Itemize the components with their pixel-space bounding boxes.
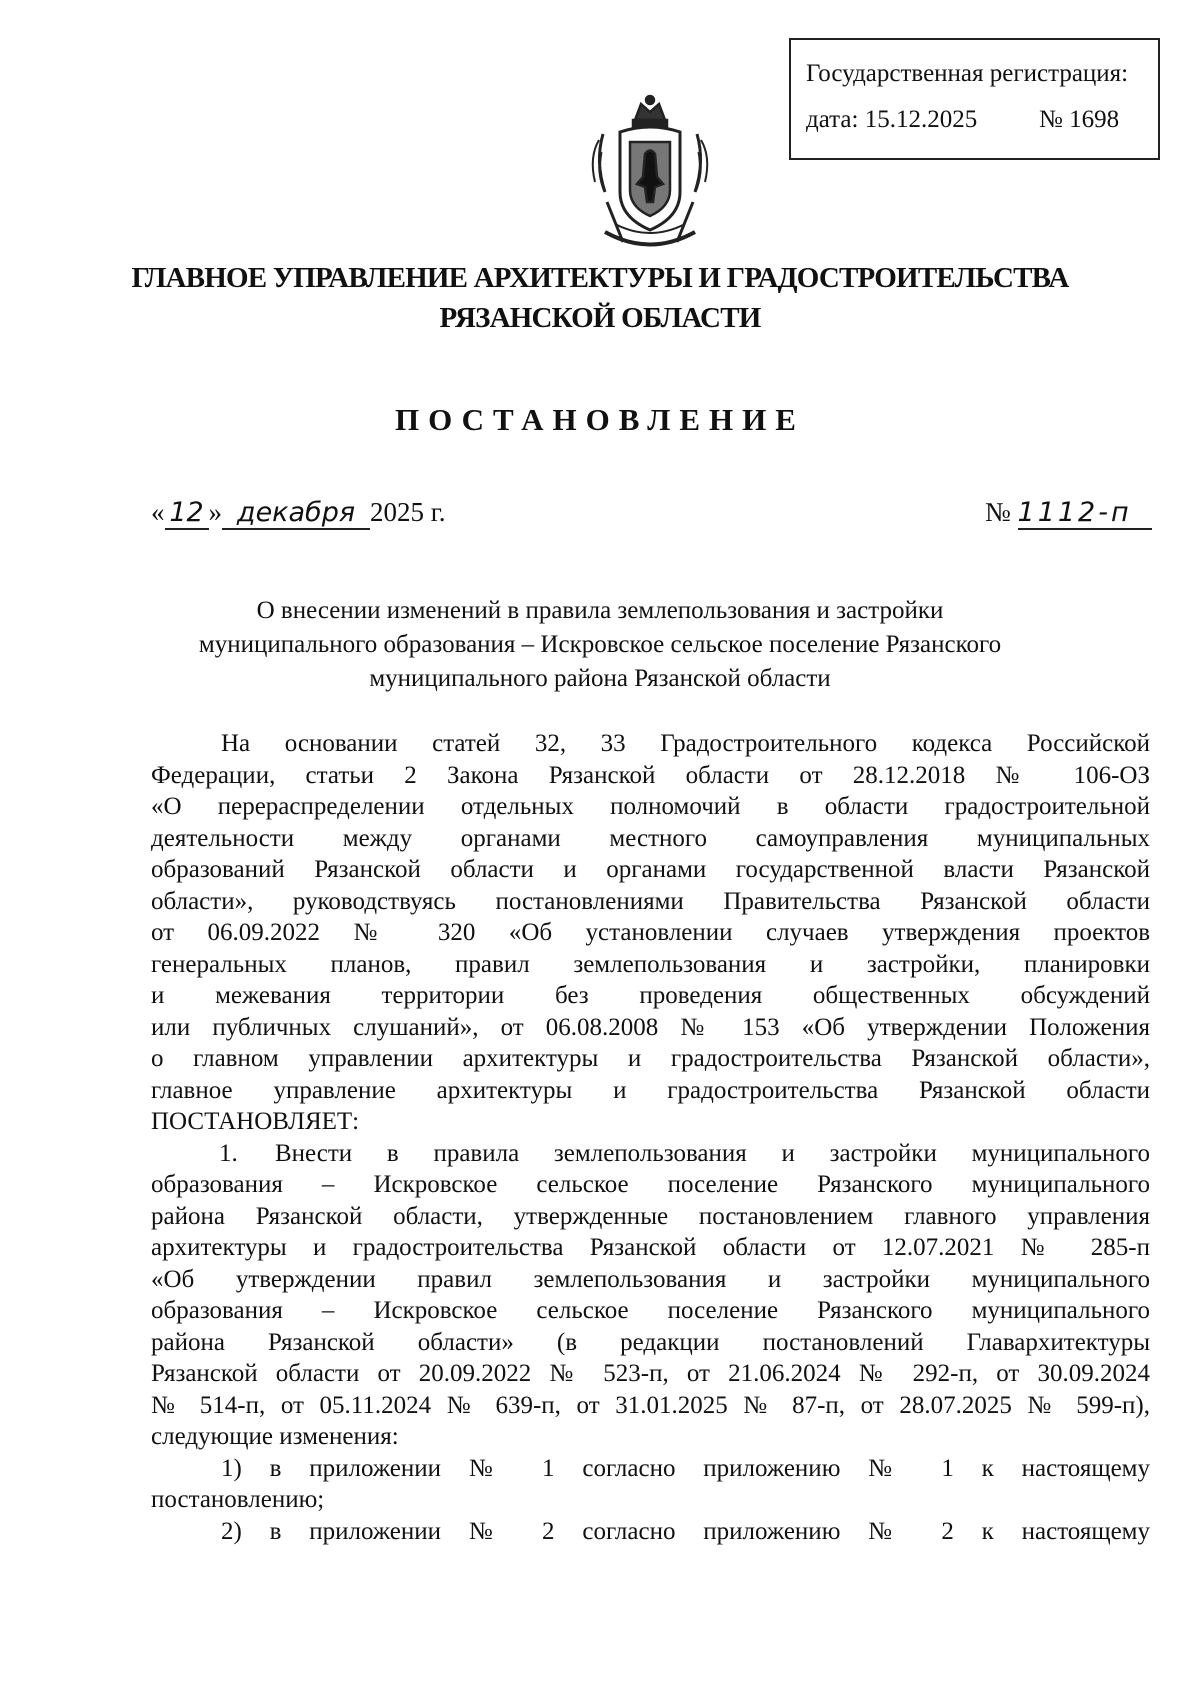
document-type: ПОСТАНОВЛЕНИЕ (395, 402, 805, 437)
item-1-first-line (151, 1138, 1150, 1170)
body-line: «О перераспределении отдельных полномочий в области градостроительной (151, 793, 1150, 820)
coat-of-arms-icon (575, 92, 725, 260)
item-1-text: Внести в правила землепользования и застройки муниципального (275, 1139, 1150, 1167)
body-line: образования – Искровское сельское поселение Рязанского муниципального (151, 1297, 1150, 1324)
document-number (985, 497, 1152, 530)
sub-item-2: 2) в приложении № 2 согласно приложению № 2 к настоящему (221, 1517, 1150, 1545)
subject-line-2: муниципального образования – Искровское сельское поселение Рязанского (198, 631, 1002, 658)
document-subject (0, 594, 1200, 696)
body-line: района Рязанской области, утвержденные постановлением главного управления (151, 1202, 1150, 1230)
body-line: На основании статей 32, 33 Градостроительного кодекса Российской (221, 730, 1150, 757)
sub-item-1: 1) в приложении № 1 согласно приложению № 1 к настоящему (221, 1454, 1150, 1482)
document-date (151, 497, 446, 530)
body-line: деятельности между органами местного самоуправления муниципальных (151, 824, 1150, 852)
registration-title: Государственная регистрация: (806, 60, 1129, 87)
number-value-handwritten: 1112-п (1018, 498, 1152, 530)
date-day-handwritten: 12 (165, 498, 209, 530)
body-line: и межевания территории без проведения общественных обсуждений (151, 982, 1150, 1009)
body-line: главное управление архитектуры и градостроительства Рязанской области (151, 1076, 1150, 1104)
issuing-agency (0, 258, 1200, 338)
body-line: генеральных планов, правил землепользования и застройки, планировки (151, 950, 1150, 978)
body-line: № 514-п, от 05.11.2024 № 639-п, от 31.01.2025 № 87-п, от 28.07.2025 № 599-п), (151, 1391, 1150, 1419)
body-line: района Рязанской области» (в редакции постановлений Главархитектуры (151, 1328, 1150, 1356)
item-1-number: 1. (219, 1139, 238, 1167)
body-line: следующие изменения: (151, 1423, 399, 1450)
document-body (151, 728, 1150, 1547)
registration-stamp (789, 38, 1160, 160)
registration-number: № 1698 (1039, 106, 1120, 133)
body-line: или публичных слушаний», от 06.08.2008 № 153 «Об утверждении Положения (151, 1013, 1150, 1041)
body-line: образований Рязанской области и органами государственной власти Рязанской (151, 856, 1150, 883)
subject-line-1: О внесении изменений в правила землепользования и застройки (256, 597, 944, 624)
body-line: Рязанской области от 20.09.2022 № 523-п, от 21.06.2024 № 292-п, от 30.09.2024 (151, 1360, 1150, 1387)
registration-date: дата: 15.12.2025 (806, 106, 978, 133)
number-label: № (985, 497, 1011, 527)
body-line: области», руководствуясь постановлениями Правительства Рязанской области (151, 887, 1150, 915)
body-line: о главном управлении архитектуры и градостроительства Рязанской области», (151, 1045, 1150, 1072)
body-line: Федерации, статьи 2 Закона Рязанской области от 28.12.2018 № 106-ОЗ (151, 761, 1150, 789)
agency-line-1: ГЛАВНОЕ УПРАВЛЕНИЕ АРХИТЕКТУРЫ И ГРАДОСТРОИТЕЛЬСТВА (131, 262, 1069, 294)
date-year: 2025 г. (370, 497, 446, 527)
subject-line-3: муниципального района Рязанской области (369, 665, 831, 692)
date-month-handwritten: декабря (222, 498, 370, 530)
body-line-decree: ПОСТАНОВЛЯЕТ: (151, 1108, 360, 1135)
body-line: архитектуры и градостроительства Рязанской области от 12.07.2021 № 285-п (151, 1234, 1150, 1261)
date-close-quote: » (208, 497, 222, 527)
agency-line-2: РЯЗАНСКОЙ ОБЛАСТИ (439, 302, 761, 334)
date-open-quote: « (151, 497, 165, 527)
body-line: «Об утверждении правил землепользования и застройки муниципального (151, 1265, 1150, 1293)
body-line: постановлению; (151, 1486, 325, 1513)
body-line: от 06.09.2022 № 320 «Об установлении случаев утверждения проектов (151, 919, 1150, 946)
body-line: образования – Искровское сельское поселение Рязанского муниципального (151, 1171, 1150, 1198)
